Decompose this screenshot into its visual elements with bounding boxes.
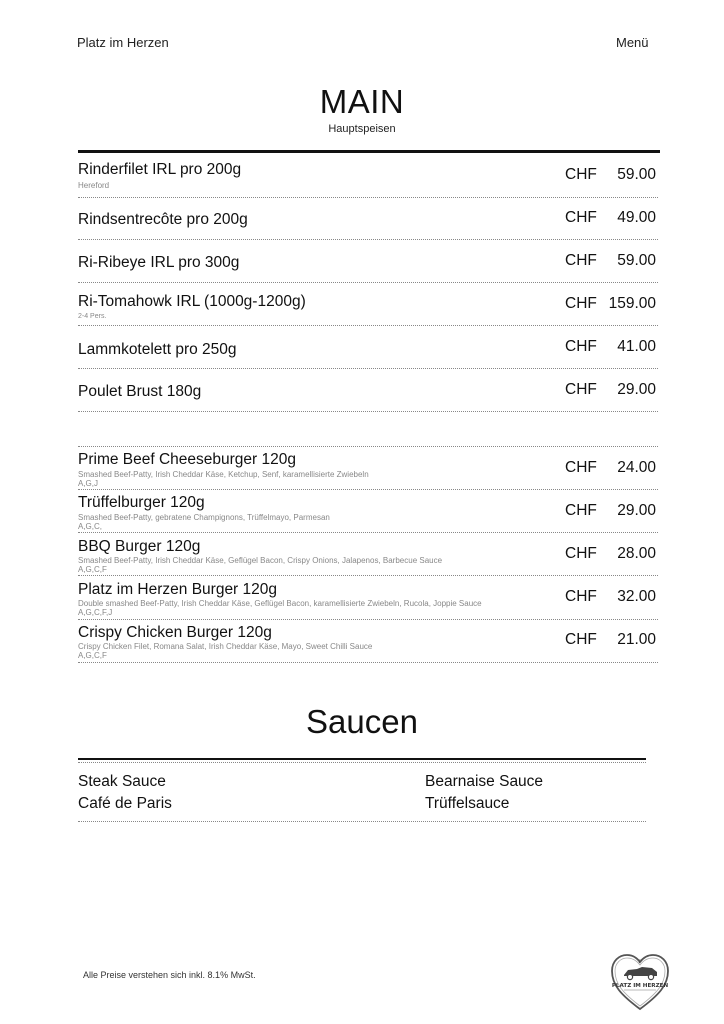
currency: CHF (565, 209, 597, 226)
dish-name: Rindsentrecôte pro 200g (78, 211, 248, 228)
dish-description: Smashed Beef-Patty, Irish Cheddar Käse, Ketchup, Senf, karamellisierte Zwiebeln (78, 470, 369, 479)
dish-name: Poulet Brust 180g (78, 383, 202, 400)
dish-description: Crispy Chicken Filet, Romana Salat, Irish Cheddar Käse, Mayo, Sweet Chilli Sauce (78, 642, 373, 651)
row-divider (78, 532, 658, 533)
currency: CHF (565, 502, 597, 519)
section-title-sauces: Saucen (306, 703, 418, 740)
menu-label: Menü (616, 35, 649, 50)
sauce-item: Trüffelsauce (425, 795, 510, 812)
group-divider (78, 446, 658, 447)
dish-description: Smashed Beef-Patty, Irish Cheddar Käse, Geflügel Bacon, Crispy Onions, Jalapenos, Barbecue Sauce (78, 556, 443, 565)
currency: CHF (565, 631, 597, 648)
svg-text:P: P (638, 959, 642, 965)
price: 59.00 (617, 166, 656, 183)
sauce-item: Steak Sauce (78, 773, 166, 790)
section-subtitle-main: Hauptspeisen (328, 123, 396, 135)
dish-allergens: A,G,J (78, 479, 99, 488)
dish-description: 2-4 Pers. (78, 313, 107, 320)
dish-allergens: A,G,C,F (78, 565, 107, 574)
dish-name: Ri-Ribeye IRL pro 300g (78, 254, 240, 271)
price: 28.00 (617, 545, 656, 562)
price: 32.00 (617, 588, 656, 605)
dish-name: Trüffelburger 120g (78, 494, 205, 511)
row-divider (78, 821, 646, 822)
dish-allergens: A,G,C,F (78, 651, 107, 660)
dish-name: Rinderfilet IRL pro 200g (78, 161, 242, 178)
dish-description: Hereford (78, 181, 110, 190)
row-divider (78, 282, 658, 283)
restaurant-name: Platz im Herzen (77, 35, 169, 50)
sauce-item: Bearnaise Sauce (425, 773, 544, 790)
row-divider (78, 662, 658, 663)
dish-name: Platz im Herzen Burger 120g (78, 581, 278, 598)
row-divider (78, 197, 658, 198)
currency: CHF (565, 459, 597, 476)
row-divider (78, 325, 658, 326)
dish-name: BBQ Burger 120g (78, 538, 201, 555)
section-divider-dotted (78, 762, 646, 763)
currency: CHF (565, 588, 597, 605)
price: 159.00 (608, 295, 656, 312)
section-divider (78, 758, 646, 760)
row-divider (78, 368, 658, 369)
vat-note: Alle Preise verstehen sich inkl. 8.1% MwSt. (83, 970, 256, 980)
row-divider (78, 239, 658, 240)
sauce-item: Café de Paris (78, 795, 172, 812)
row-divider (78, 575, 658, 576)
section-divider (78, 150, 660, 153)
price: 41.00 (617, 338, 656, 355)
currency: CHF (565, 295, 597, 312)
dish-name: Crispy Chicken Burger 120g (78, 624, 272, 641)
row-divider (78, 489, 658, 490)
price: 49.00 (617, 209, 656, 226)
heart-car-logo-icon (609, 951, 671, 1013)
price: 59.00 (617, 252, 656, 269)
currency: CHF (565, 166, 597, 183)
price: 29.00 (617, 381, 656, 398)
dish-description: Smashed Beef-Patty, gebratene Champignons, Trüffelmayo, Parmesan (78, 513, 330, 522)
row-divider (78, 619, 658, 620)
price: 29.00 (617, 502, 656, 519)
dish-allergens: A,G,C,F,J (78, 608, 113, 617)
dish-name: Lammkotelett pro 250g (78, 341, 237, 358)
dish-name: Prime Beef Cheeseburger 120g (78, 451, 296, 468)
currency: CHF (565, 545, 597, 562)
row-divider (78, 411, 658, 412)
currency: CHF (565, 252, 597, 269)
section-title-main: MAIN (319, 83, 405, 120)
price: 24.00 (617, 459, 656, 476)
price: 21.00 (617, 631, 656, 648)
dish-description: Double smashed Beef-Patty, Irish Cheddar Käse, Geflügel Bacon, karamellisierte Zwiebeln, Rucola, Joppie Sauce (78, 599, 482, 608)
dish-name: Ri-Tomahowk IRL (1000g-1200g) (78, 293, 306, 310)
currency: CHF (565, 338, 597, 355)
currency: CHF (565, 381, 597, 398)
dish-allergens: A,G,C, (78, 522, 103, 531)
logo-text: PLATZ IM HERZEN (611, 983, 669, 989)
